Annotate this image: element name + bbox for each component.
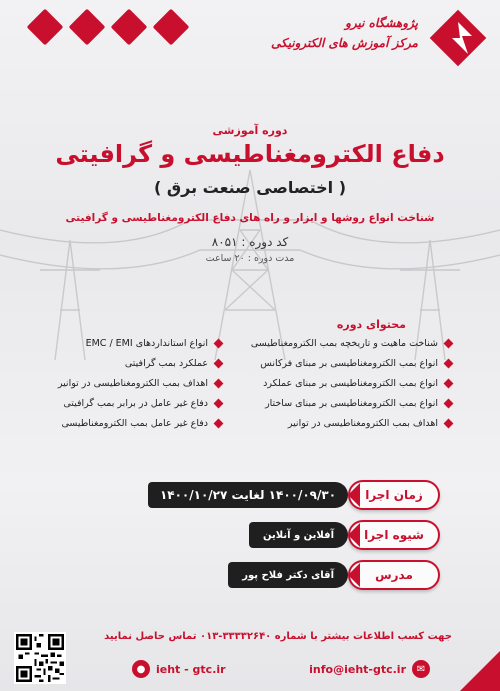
- list-item-text: انواع بمب الکترومغناطیسی بر مبنای ساختار: [265, 397, 438, 409]
- list-item-text: اهداف بمب الکترومغناطیسی در توانیر: [287, 417, 438, 429]
- qr-code-icon: [14, 632, 66, 684]
- diamond-shape: [27, 9, 64, 46]
- list-item: [63, 394, 222, 412]
- arrow-icon: [348, 563, 360, 587]
- schedule-time-value: ۱۴۰۰/۰۹/۳۰ لغایت ۱۴۰۰/۱۰/۲۷: [148, 482, 348, 508]
- list-item: [288, 414, 452, 432]
- diamond-shape: [69, 9, 106, 46]
- bullet-icon: [444, 358, 454, 368]
- course-duration: مدت دوره : ۲۰ ساعت: [205, 253, 295, 264]
- list-item-text: عملکرد بمب گرافیتی: [124, 357, 208, 369]
- bullet-icon: [444, 378, 454, 388]
- course-title: دفاع الکترومغناطیسی و گرافیتی: [55, 140, 445, 168]
- bullet-icon: [214, 398, 224, 408]
- institute-logo: [268, 6, 488, 76]
- schedule-method-label: شیوه اجرا: [348, 520, 440, 550]
- list-item-text: شناخت ماهیت و تاریخچه بمب الکترومغناطیسی: [250, 337, 438, 349]
- schedule-teacher-value: آقای دکتر فلاح پور: [228, 562, 348, 588]
- list-item-text: انواع بمب الکترومغناطیسی بر مبنای عملکرد: [263, 377, 438, 389]
- content-list: [0, 334, 500, 434]
- list-item: [58, 374, 222, 392]
- diamond-shape: [111, 9, 148, 46]
- course-subtitle: ( اختصاصی صنعت برق ): [153, 178, 347, 197]
- schedule-time-row: [0, 480, 500, 510]
- schedule-teacher-label: مدرس: [348, 560, 440, 590]
- bullet-icon: [214, 338, 224, 348]
- website-link[interactable]: [132, 660, 226, 678]
- arrow-icon: [348, 483, 360, 507]
- list-item: [125, 354, 222, 372]
- list-item-text: انواع بمب الکترومغناطیسی بر مبنای فرکانس: [260, 357, 438, 369]
- schedule-method-row: [0, 520, 500, 550]
- bullet-icon: [214, 378, 224, 388]
- bullet-icon: [214, 358, 224, 368]
- list-item-text: انواع استانداردهای EMC / EMI: [85, 337, 208, 349]
- content-heading: محتوای دوره: [336, 318, 406, 331]
- email-text: info@ieht-gtc.ir: [309, 662, 406, 676]
- list-item: [86, 334, 222, 352]
- bullet-icon: [444, 418, 454, 428]
- contact-text: جهت کسب اطلاعات بیشتر با شماره ۳۳۳۳۲۶۴۰-۰۱۳ تماس حاصل نمایید: [104, 631, 452, 642]
- logo-icon: [428, 8, 488, 68]
- course-description: شناخت انواع روشها و ابزار و راه های دفاع الکترومغناطیسی و گرافیتی: [65, 212, 435, 224]
- diamond-shape: [153, 9, 190, 46]
- schedule-time-label: زمان اجرا: [348, 480, 440, 510]
- list-item: [265, 394, 452, 412]
- logo-line-1: پژوهشگاه نیرو: [345, 16, 418, 30]
- schedule-method-value: آفلاین و آنلاین: [249, 522, 348, 548]
- corner-decoration: [460, 651, 500, 691]
- mail-icon: ✉: [412, 660, 430, 678]
- bullet-icon: [444, 398, 454, 408]
- course-type: دوره آموزشی: [212, 124, 288, 137]
- list-item: [61, 414, 222, 432]
- list-item-text: دفاع غیر عامل در برابر بمب گرافیتی: [63, 397, 208, 409]
- decorative-diamonds: [28, 8, 188, 46]
- list-item-text: اهداف بمب الکترومغناطیسی در توانیر: [57, 377, 208, 389]
- schedule-teacher-row: [0, 560, 500, 590]
- logo-line-2: مرکز آموزش های الکترونیکی: [271, 36, 418, 50]
- list-item-text: دفاع غیر عامل بمب الکترومغناطیسی: [61, 417, 208, 429]
- list-item: [263, 374, 452, 392]
- bullet-icon: [214, 418, 224, 428]
- arrow-icon: [348, 523, 360, 547]
- website-text: ieht - gtc.ir: [156, 662, 226, 676]
- list-item: [251, 334, 452, 352]
- course-code: کد دوره : ۸۰۵۱: [211, 235, 289, 249]
- bullet-icon: [444, 338, 454, 348]
- globe-icon: ●: [132, 660, 150, 678]
- list-item: [260, 354, 452, 372]
- email-link[interactable]: [309, 660, 430, 678]
